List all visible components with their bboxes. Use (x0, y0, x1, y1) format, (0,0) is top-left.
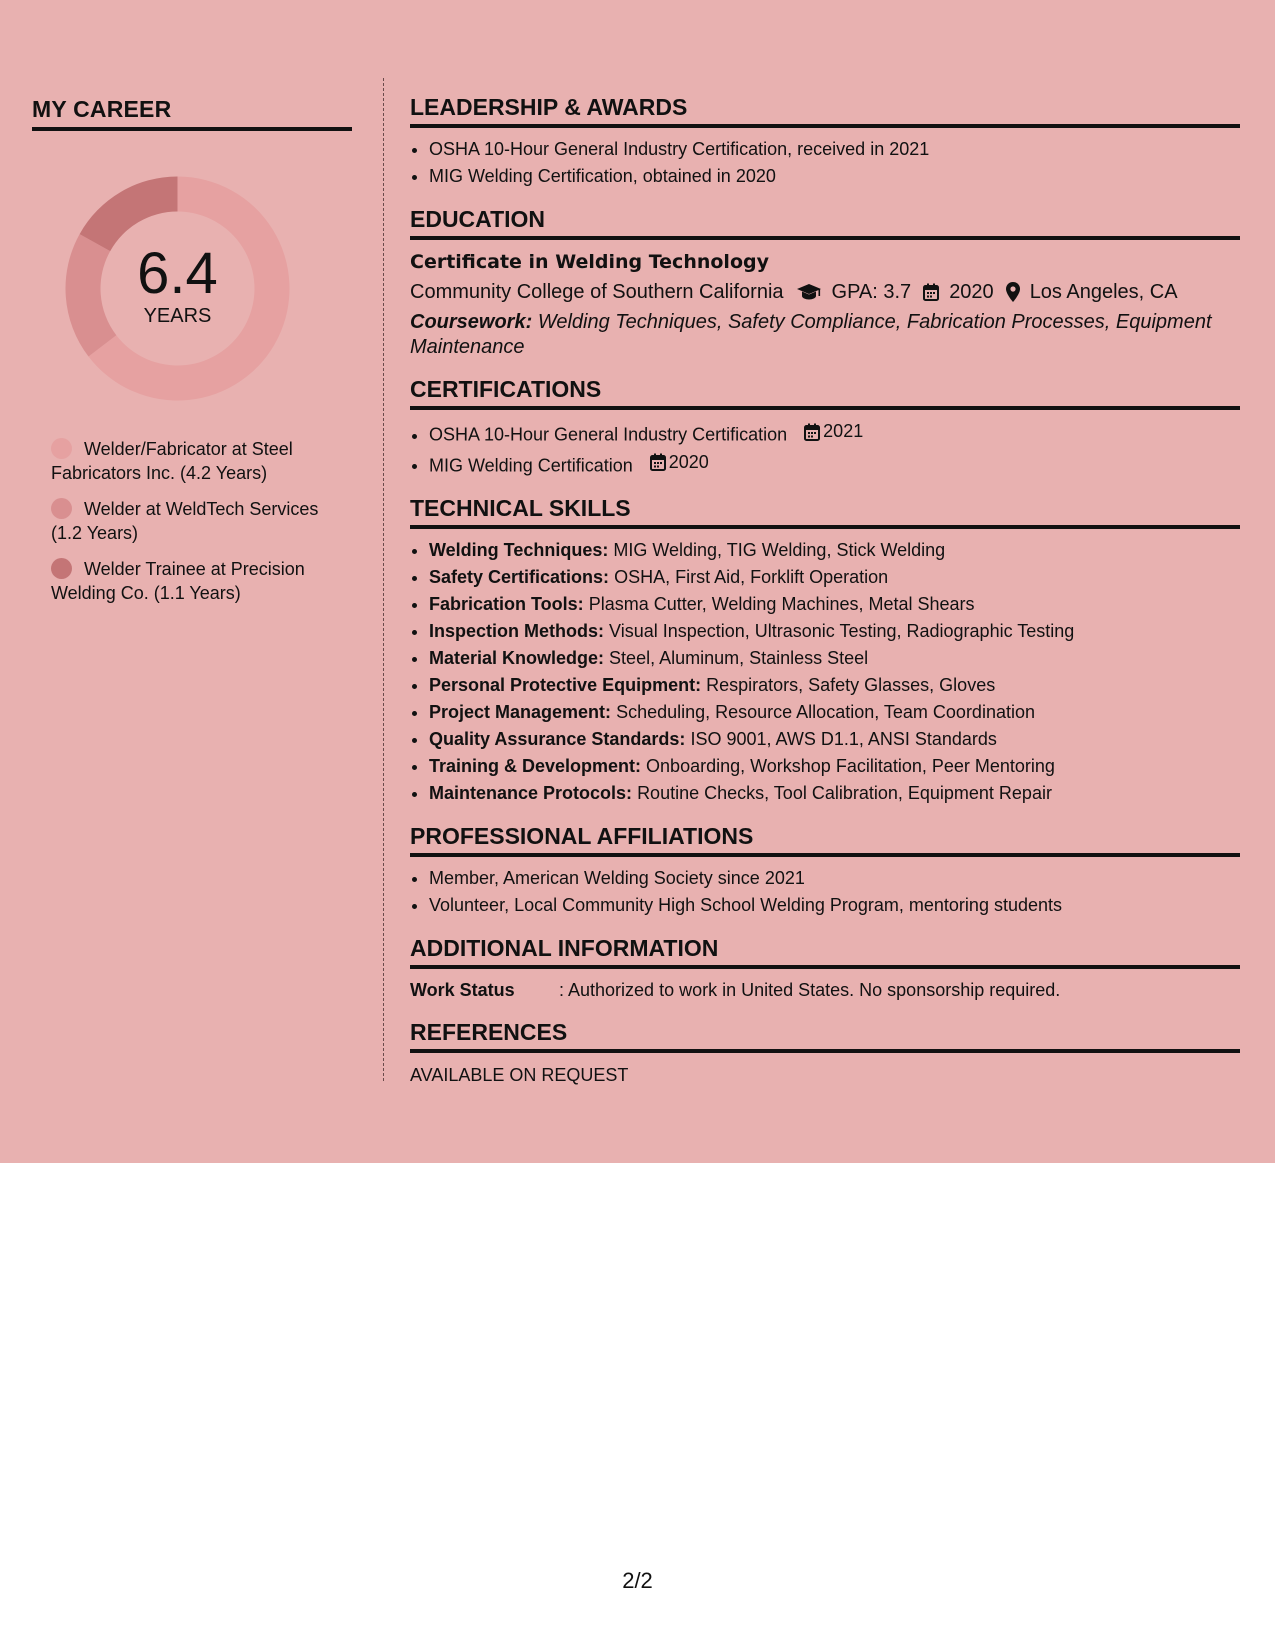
skill-category: Project Management: (429, 702, 612, 722)
work-status-value: : Authorized to work in United States. No sponsorship required. (559, 980, 1061, 1000)
skill-category: Inspection Methods: (429, 621, 604, 641)
list-item: • Member, American Welding Society since 2021 (429, 865, 1240, 892)
skill-item (429, 672, 1240, 699)
certification-year: 2021 (823, 421, 864, 441)
section-title: REFERENCES (410, 1019, 1240, 1053)
work-status-row (410, 977, 1240, 1003)
career-legend-label: Welder/Fabricator at Steel Fabricators Inc. (4.2 Years) (51, 439, 293, 483)
skills-list (410, 537, 1240, 807)
skill-values: Visual Inspection, Ultrasonic Testing, Radiographic Testing (609, 621, 1075, 641)
career-legend (51, 437, 352, 605)
skill-item (429, 753, 1240, 780)
school-location: Los Angeles, CA (1029, 281, 1178, 303)
skill-values: Scheduling, Resource Allocation, Team Coordination (616, 702, 1035, 722)
leadership-section (410, 94, 1240, 190)
skills-section (410, 495, 1240, 807)
section-title: EDUCATION (410, 206, 1240, 240)
skill-item (429, 591, 1240, 618)
additional-info-section (410, 935, 1240, 1003)
skill-category: Quality Assurance Standards: (429, 729, 686, 749)
affiliations-list (410, 865, 1240, 919)
work-status-label: Work Status (410, 980, 515, 1000)
skill-item (429, 699, 1240, 726)
skill-category: Material Knowledge: (429, 648, 605, 668)
skill-category: Maintenance Protocols: (429, 783, 633, 803)
career-title: MY CAREER (32, 96, 352, 131)
section-title: CERTIFICATIONS (410, 376, 1240, 410)
career-legend-item (51, 497, 341, 545)
certification-year: 2020 (668, 451, 709, 472)
certifications-list (410, 418, 1240, 479)
skill-item (429, 537, 1240, 564)
affiliations-section (410, 823, 1240, 919)
certification-date (650, 449, 709, 476)
skill-item (429, 645, 1240, 672)
certifications-section (410, 376, 1240, 479)
coursework-list: Welding Techniques, Safety Compliance, Fabrication Processes, Equipment Maintenance (410, 311, 1212, 358)
career-legend-label: Welder Trainee at Precision Welding Co. (1.1 Years) (51, 559, 305, 603)
certification-item (429, 418, 1240, 449)
gpa-value: GPA: 3.7 (831, 281, 912, 303)
certification-date (804, 418, 863, 445)
career-legend-item (51, 437, 341, 485)
skill-values: Routine Checks, Tool Calibration, Equipment Repair (637, 783, 1052, 803)
graduation-year: 2020 (949, 281, 994, 303)
references-section (410, 1019, 1240, 1089)
skill-values: MIG Welding, TIG Welding, Stick Welding (613, 540, 946, 560)
calendar-icon (650, 453, 666, 471)
coursework (410, 310, 1240, 360)
list-item: • Volunteer, Local Community High School Welding Program, mentoring students (429, 892, 1240, 919)
skill-category: Training & Development: (429, 756, 642, 776)
skill-values: Onboarding, Workshop Facilitation, Peer Mentoring (646, 756, 1055, 776)
skill-values: Steel, Aluminum, Stainless Steel (609, 648, 869, 668)
skill-item (429, 780, 1240, 807)
main-column (410, 94, 1240, 1105)
donut-center (65, 176, 290, 401)
career-years-unit: YEARS (143, 305, 212, 327)
skill-values: OSHA, First Aid, Forklift Operation (614, 567, 889, 587)
legend-dot-icon (51, 498, 72, 519)
page-number: 2/2 (622, 1568, 653, 1593)
certification-item (429, 449, 1240, 480)
skill-values: Respirators, Safety Glasses, Gloves (706, 675, 996, 695)
section-title: LEADERSHIP & AWARDS (410, 94, 1240, 128)
education-section (410, 206, 1240, 360)
graduation-cap-icon (796, 283, 822, 301)
skill-item (429, 726, 1240, 753)
section-title: PROFESSIONAL AFFILIATIONS (410, 823, 1240, 857)
career-years-value: 6.4 (137, 241, 218, 306)
location-pin-icon (1006, 282, 1020, 302)
skill-category: Safety Certifications: (429, 567, 610, 587)
section-title: TECHNICAL SKILLS (410, 495, 1240, 529)
calendar-icon (923, 283, 939, 301)
skill-values: ISO 9001, AWS D1.1, ANSI Standards (690, 729, 997, 749)
career-legend-item (51, 557, 341, 605)
degree-title: Certificate in Welding Technology (410, 251, 769, 273)
certification-name: MIG Welding Certification (429, 455, 633, 475)
skill-item (429, 564, 1240, 591)
career-column (32, 96, 352, 617)
leadership-list (410, 136, 1240, 190)
calendar-icon (804, 423, 820, 441)
skill-item (429, 618, 1240, 645)
coursework-label: Coursework: (410, 311, 533, 333)
education-details (410, 276, 1240, 308)
column-divider (383, 78, 384, 1081)
section-title: ADDITIONAL INFORMATION (410, 935, 1240, 969)
skill-values: Plasma Cutter, Welding Machines, Metal Shears (588, 594, 975, 614)
skill-category: Welding Techniques: (429, 540, 609, 560)
school-name: Community College of Southern California (410, 281, 784, 303)
career-donut-chart (65, 176, 290, 401)
legend-dot-icon (51, 558, 72, 579)
skill-category: Fabrication Tools: (429, 594, 584, 614)
list-item: • OSHA 10-Hour General Industry Certification, received in 2021 (429, 136, 1240, 163)
career-legend-label: Welder at WeldTech Services (1.2 Years) (51, 499, 319, 543)
references-text: AVAILABLE ON REQUEST (410, 1065, 629, 1085)
certification-name: OSHA 10-Hour General Industry Certification (429, 424, 788, 445)
list-item: • MIG Welding Certification, obtained in 2020 (429, 163, 1240, 190)
legend-dot-icon (51, 438, 72, 459)
skill-category: Personal Protective Equipment: (429, 675, 702, 695)
